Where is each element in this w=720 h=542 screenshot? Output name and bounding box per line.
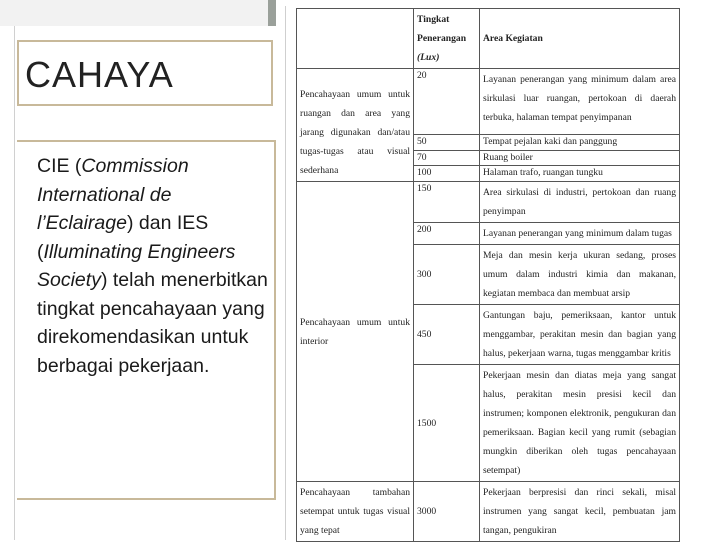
area-description: Tempat pejalan kaki dan panggung — [480, 135, 680, 151]
body-frame — [17, 140, 276, 500]
area-description: Area sirkulasi di industri, pertokoan dan ruang penyimpan — [480, 182, 680, 223]
group-label: Pencahayaan tambahan setempat untuk tugas visual yang tepat — [297, 482, 414, 542]
table-row — [297, 182, 680, 223]
header-cell-lux — [414, 9, 480, 69]
area-description: Pekerjaan berpresisi dan rinci sekali, misal instrumen yang sangat kecil, pembuatan jam tangan, pengukiran — [480, 482, 680, 542]
lux-value: 1500 — [414, 365, 480, 482]
lux-value: 50 — [414, 135, 480, 151]
body-text-part: CIE ( — [37, 155, 82, 177]
body-text-part: ) dan IES ( — [37, 212, 209, 263]
header-cell-area: Area Kegiatan — [480, 9, 680, 69]
body-paragraph — [37, 152, 269, 380]
area-description: Ruang boiler — [480, 150, 680, 166]
lux-value: 100 — [414, 166, 480, 182]
area-description: Layanan penerangan yang minimum dalam area sirkulasi luar ruangan, pertokoan di daerah terbuka, halaman tempat penyimpanan — [480, 69, 680, 135]
title-frame — [17, 40, 273, 106]
body-text-italic: Commission International de l’Eclairage — [37, 155, 189, 234]
body-text-italic: Illuminating Engineers Society — [37, 240, 236, 291]
area-description: Halaman trafo, ruangan tungku — [480, 166, 680, 182]
lux-value: 300 — [414, 245, 480, 305]
table-row — [297, 482, 680, 542]
left-margin-line — [14, 26, 15, 540]
lux-value: 450 — [414, 305, 480, 365]
header-lux-line1: Tingkat — [417, 14, 450, 25]
panel-divider — [285, 6, 286, 540]
top-decoration-strip — [0, 0, 276, 26]
lux-value: 70 — [414, 150, 480, 166]
table-header-row — [297, 9, 680, 69]
area-description: Meja dan mesin kerja ukuran sedang, proses umum dalam industri kimia dan makanan, kegiatan membaca dan membuat arsip — [480, 245, 680, 305]
lux-value: 3000 — [414, 482, 480, 542]
lux-value: 150 — [414, 182, 480, 223]
lux-table — [296, 8, 680, 542]
group-label: Pencahayaan umum untuk interior — [297, 182, 414, 482]
group-label: Pencahayaan umum untuk ruangan dan area yang jarang digunakan dan/atau tugas-tugas atau visual sederhana — [297, 69, 414, 182]
lux-value: 200 — [414, 223, 480, 245]
header-lux-unit: (Lux) — [417, 52, 440, 63]
header-cell-category — [297, 9, 414, 69]
area-description: Pekerjaan mesin dan diatas meja yang sangat halus, perakitan mesin presisi kecil dan instrumen; komponen elektronik, pengukuran dan pemeriksaan. Bagian kecil yang rumit (sebagian mungkin diberikan oleh tugas pencahayaan setempat) — [480, 365, 680, 482]
area-description: Layanan penerangan yang minimum dalam tugas — [480, 223, 680, 245]
table-row — [297, 69, 680, 135]
header-lux-line2: Penerangan — [417, 33, 467, 44]
slide-title: CAHAYA — [25, 54, 174, 95]
top-accent-block — [268, 0, 276, 26]
area-description: Gantungan baju, pemeriksaan, kantor untuk menggambar, perakitan mesin dan bagian yang halus, pekerjaan warna, tugas menggambar kritis — [480, 305, 680, 365]
lux-value: 20 — [414, 69, 480, 135]
body-text-part: ) telah menerbitkan tingkat pencahayaan yang direkomendasikan untuk berbagai pekerjaan. — [37, 269, 268, 377]
